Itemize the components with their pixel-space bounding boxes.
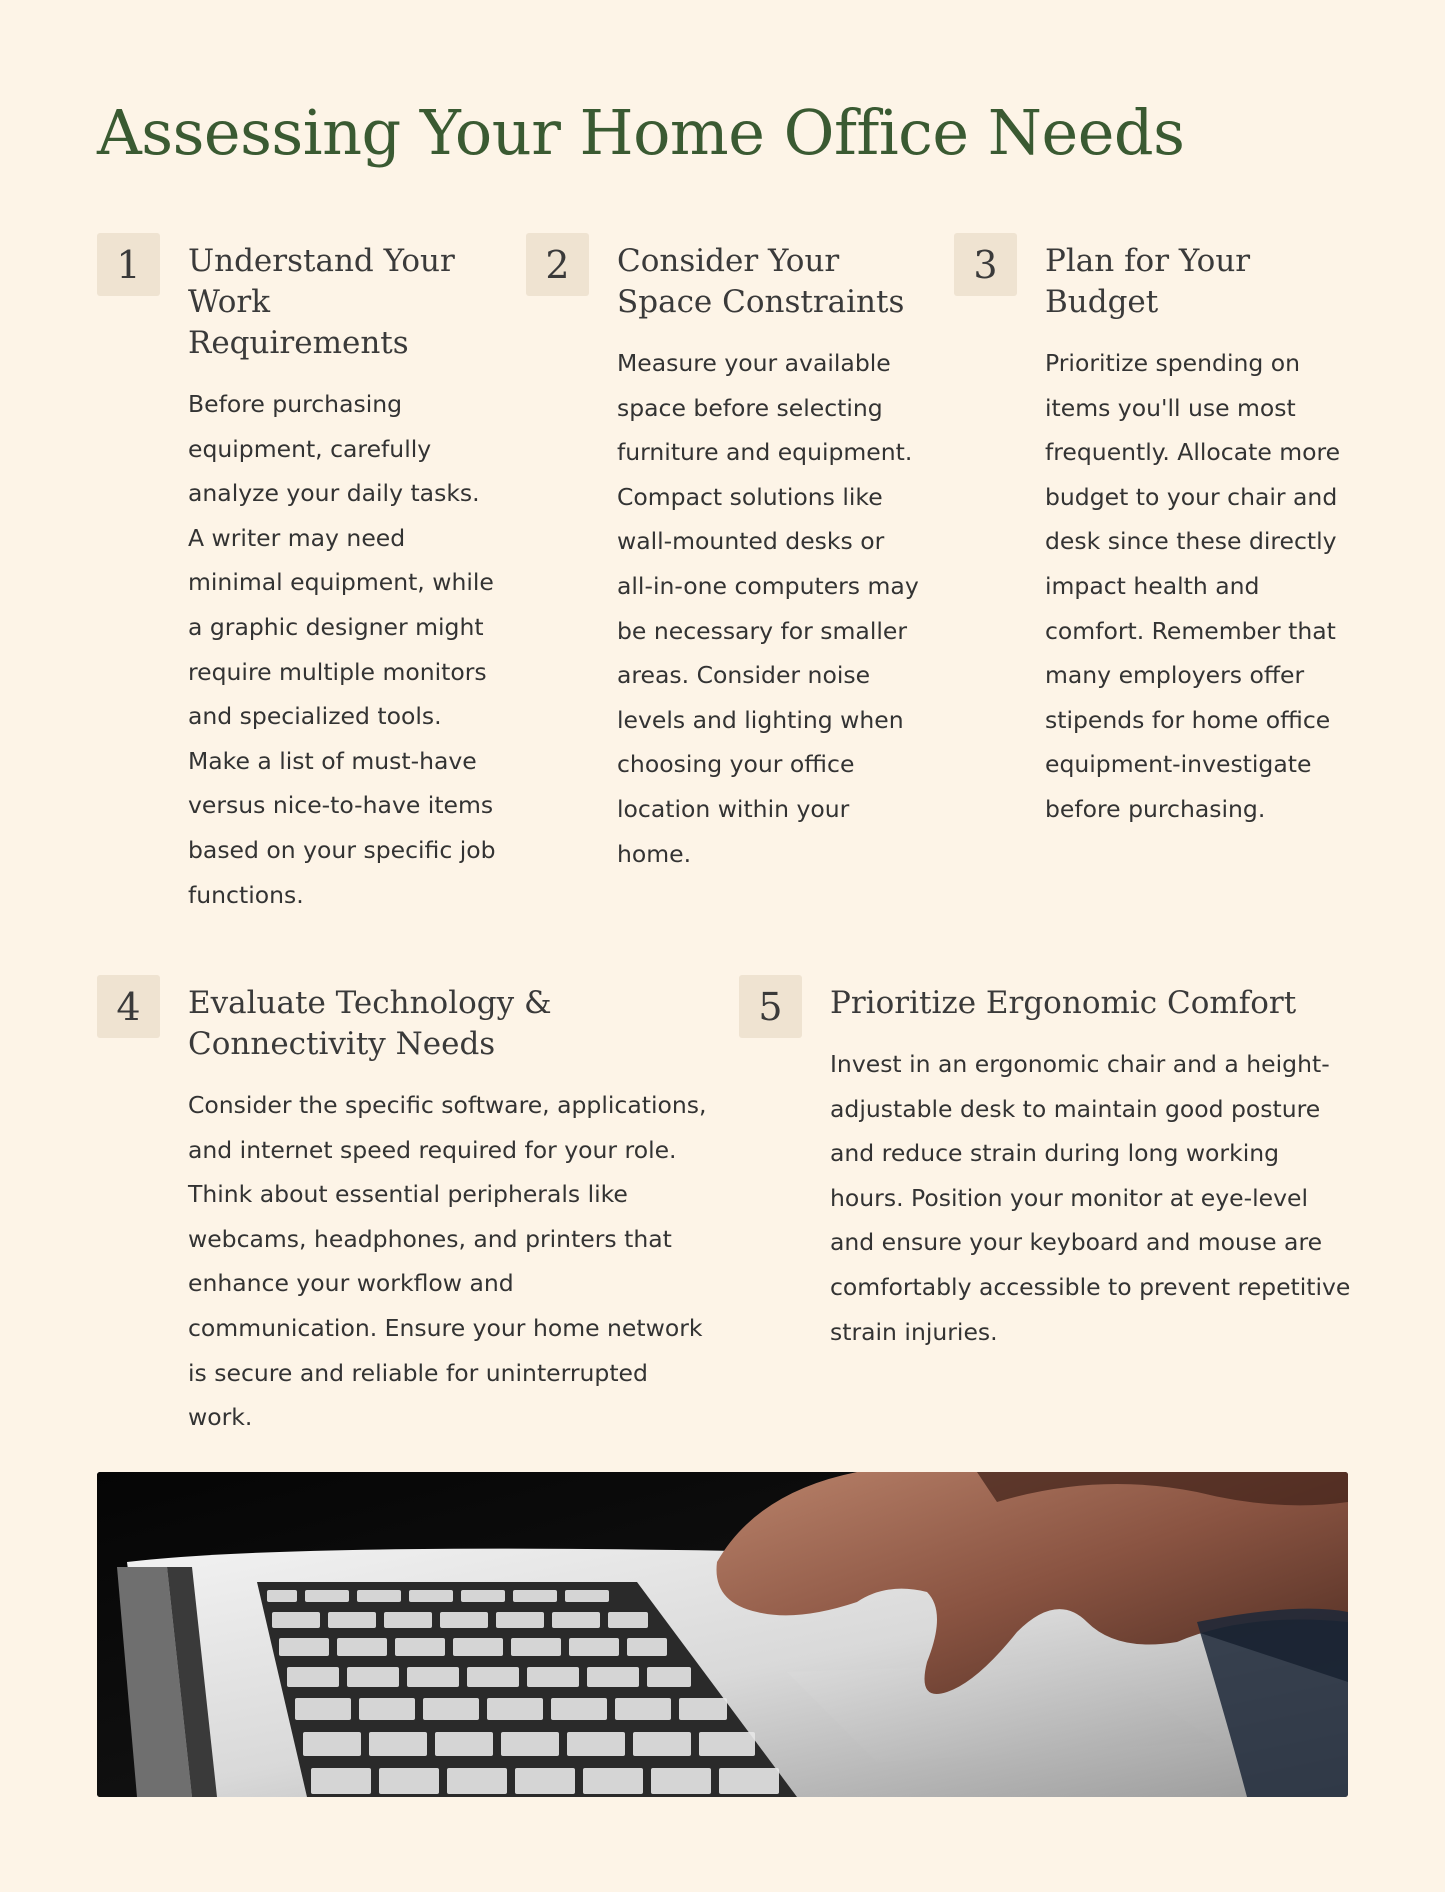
- step-number-badge: 3: [954, 233, 1017, 296]
- step-number-badge: 2: [526, 233, 589, 296]
- step-number-badge: 1: [97, 233, 160, 296]
- step-number-badge: 4: [97, 975, 160, 1038]
- step-content: [188, 241, 498, 917]
- step-number-badge: 5: [739, 975, 802, 1038]
- step-content: [1045, 241, 1355, 832]
- step-heading: Consider Your Space Constraints: [617, 243, 905, 320]
- page-title: Assessing Your Home Office Needs: [97, 96, 1185, 169]
- step-heading: Evaluate Technology & Connectivity Needs: [188, 985, 552, 1062]
- step-heading: Plan for Your Budget: [1045, 243, 1251, 320]
- step-heading: Understand Your Work Requirements: [188, 243, 455, 361]
- step-content: [617, 241, 927, 876]
- step-body: Invest in an ergonomic chair and a height-adjustable desk to maintain good posture and reduce strain during long working hours. Position your monitor at eye-level and ensure your keyboard and mouse are comfortably accessible to prevent repetitive strain injuries.: [830, 1050, 1351, 1346]
- step-heading: Prioritize Ergonomic Comfort: [830, 985, 1297, 1021]
- step-body: Prioritize spending on items you'll use most frequently. Allocate more budget to your chair and desk since these directly impact health and comfort. Remember that many employers offer stipends for home office equipment-investigate before purchasing.: [1045, 349, 1341, 823]
- step-body: Consider the specific software, applications, and internet speed required for your role. Think about essential peripherals like webcams, headphones, and printers that enhance your workflow and communication. Ensure your home network is secure and reliable for uninterrupted work.: [188, 1091, 707, 1432]
- step-body: Before purchasing equipment, carefully analyze your daily tasks. A writer may need minimal equipment, while a graphic designer might require multiple monitors and specialized tools. Make a list of must-have versus nice-to-have items based on your specific job functions.: [188, 390, 496, 909]
- laptop-illustration: [97, 1472, 1348, 1797]
- step-body: Measure your available space before selecting furniture and equipment. Compact solutions like wall-mounted desks or all-in-one computers may be necessary for smaller areas. Consider noise levels and lighting when choosing your office location within your home.: [617, 349, 919, 868]
- laptop-typing-photo: [97, 1472, 1348, 1797]
- step-content: [188, 983, 710, 1440]
- step-content: [830, 983, 1352, 1354]
